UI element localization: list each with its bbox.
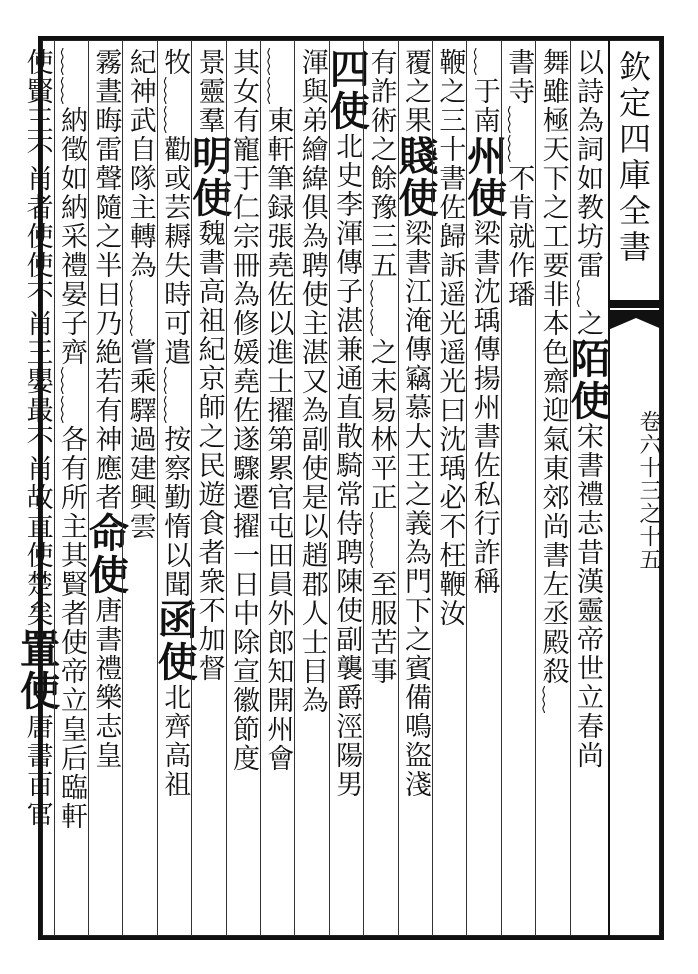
column-rule — [432, 40, 433, 936]
text-column — [460, 48, 508, 596]
entry-heading: 置使 — [13, 628, 61, 712]
column-rule — [329, 40, 330, 936]
text-run: 舞雖極天下之工要非本色 — [537, 48, 569, 367]
column-rule — [363, 40, 364, 936]
text-run: 景靈羣 — [193, 48, 225, 135]
text-run: ﹏﹏納徵如納采禮晏子齊﹏﹏各有所主其賢者使 — [55, 48, 87, 657]
fishtail-ornament — [608, 300, 664, 336]
text-column — [294, 48, 328, 715]
entry-heading: 陌使 — [563, 338, 611, 422]
text-run: ﹏于南 — [468, 48, 500, 135]
text-run: 唐書百官 — [21, 712, 53, 828]
text-column — [535, 48, 569, 715]
text-run: 唐書禮樂志皇 — [90, 596, 122, 770]
column-rule — [501, 40, 502, 936]
column-rule — [260, 40, 261, 936]
column-rule — [570, 40, 571, 936]
text-run: 殺﹏ — [537, 657, 569, 715]
text-run: 帝立皇后臨軒 — [55, 657, 87, 831]
text-run: 紀神武自隊主轉為﹏﹏嘗乘驛過建興雲 — [124, 48, 156, 541]
column-rule — [294, 40, 295, 936]
entry-heading: 賤使 — [391, 135, 439, 219]
column-rule — [54, 40, 55, 936]
text-run: ﹏﹏東軒筆録張堯佐以進士擢第累官屯田員外郎知開州會 — [262, 48, 294, 773]
text-run: 鞭之三十書佐歸訴遥光遥光曰沈瑀必不枉鞭汝 — [434, 48, 466, 628]
entry-heading: 明使 — [185, 135, 233, 219]
column-rule — [122, 40, 123, 936]
margin-volume-label: 卷六十三之十五 — [636, 410, 661, 571]
text-column — [122, 48, 156, 541]
entry-heading: 命使 — [82, 512, 130, 596]
column-rule — [226, 40, 227, 936]
text-run: 其女有寵于仁宗冊為修媛堯佐遂驟遷擢一日中除宣徽節度 — [227, 48, 259, 773]
text-run: 書寺 — [503, 48, 535, 106]
text-column — [260, 48, 294, 773]
text-column — [363, 48, 397, 686]
entry-heading: 四使 — [323, 48, 371, 132]
text-run: 梁書沈瑀傳揚州書佐私行詐稱 — [468, 219, 500, 596]
text-run: 術之餘豫三五﹏﹏之末易林平正﹏﹏至服苦事 — [365, 106, 397, 686]
text-run: 魏書高祖紀京師之民遊食者衆不加督 — [193, 219, 225, 683]
text-run: ﹏﹏不肯就作璠 — [503, 106, 535, 309]
text-run: 霧晝晦雷聲隨之半日乃絶若有神應者 — [90, 48, 122, 512]
text-run: 北史李渾傳子湛兼通直散騎常侍聘陳使副襲爵涇陽男 — [331, 132, 363, 799]
column-rule — [535, 40, 536, 936]
text-run: 以詩為詞如教坊雷﹏之 — [571, 48, 603, 338]
column-rule — [466, 40, 467, 936]
column-rule — [398, 40, 399, 936]
text-column — [185, 48, 233, 683]
text-run: 使賢王不肖者使使不肖王嬰最不肖故直使楚矣 — [21, 48, 53, 628]
margin-book-title: 欽定四庫全書 — [614, 50, 652, 266]
text-column — [323, 48, 371, 799]
entry-heading: 州使 — [460, 135, 508, 219]
text-column — [13, 48, 61, 828]
column-rule — [191, 40, 192, 936]
text-run: 梁書江淹傳竊慕大王之義為門下之賓備鳴盜淺 — [399, 219, 431, 799]
text-run: 北齊高祖 — [159, 683, 191, 799]
text-run: 有詐 — [365, 48, 397, 106]
text-run: 齋迎氣東郊尚書左丞殿 — [537, 367, 569, 657]
text-column — [54, 48, 88, 831]
text-column — [82, 48, 130, 770]
text-run: 宋書禮志昔漢靈帝世立春尚 — [571, 422, 603, 770]
text-column — [391, 48, 439, 799]
entry-heading: 函使 — [151, 599, 199, 683]
text-run: 渾與弟繪緯俱為聘使主湛又為副使是以趙郡人士目為 — [296, 48, 328, 715]
column-rule — [157, 40, 158, 936]
text-run: 牧﹏﹏勸或芸耨失時可遣﹏﹏按察勤惰以聞 — [159, 48, 191, 599]
text-run: 覆之果 — [399, 48, 431, 135]
column-rule — [88, 40, 89, 936]
text-column — [151, 48, 199, 799]
text-column — [563, 48, 611, 770]
